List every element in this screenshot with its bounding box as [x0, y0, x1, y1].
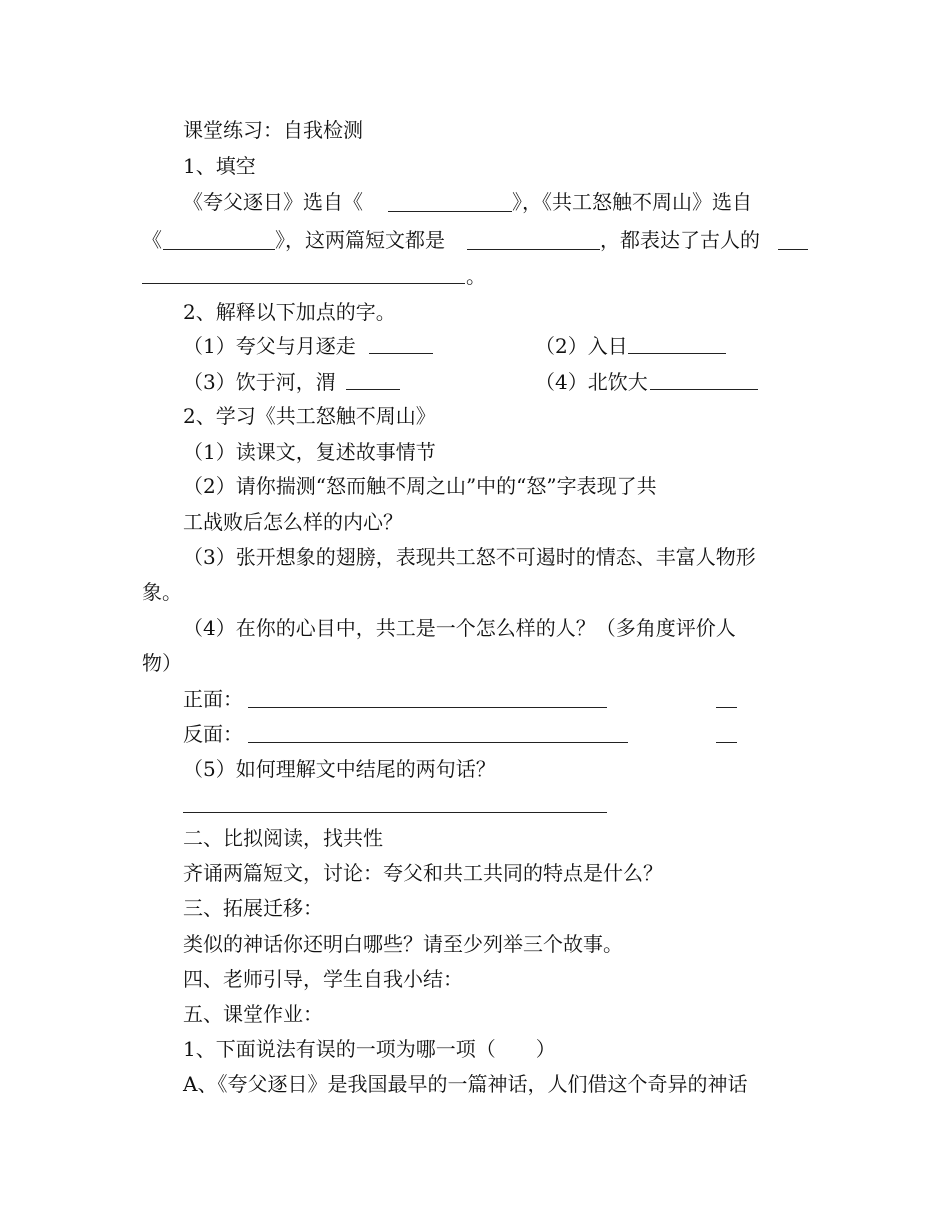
page-heading: 课堂练习：自我检测 [183, 118, 363, 142]
section-2-title: 二、比拟阅读，找共性 [183, 826, 383, 850]
q1-line3-end: 。 [466, 264, 486, 288]
q2-blank-1 [369, 353, 433, 354]
q1-line1-text-a: 《夸父逐日》选自《 [183, 190, 363, 214]
q1-line2-text-a: 《 [142, 228, 162, 252]
q3-item-5-answer-line [183, 812, 607, 813]
section-2-text: 齐诵两篇短文，讨论：夸父和共工共同的特点是什么？ [183, 861, 663, 885]
section-3-text: 类似的神话你还明白哪些？请至少列举三个故事。 [183, 932, 623, 956]
q2-blank-2 [628, 353, 726, 354]
negative-answer-line [248, 742, 628, 743]
q2-blank-4 [650, 389, 758, 390]
q2-item-4: （4）北饮大 [535, 370, 648, 394]
q1-blank-4b [142, 283, 465, 284]
q1-line2-text-c: ，都表达了古人的 [600, 228, 760, 252]
positive-label: 正面： [183, 687, 243, 711]
q3-item-3-line2: 象。 [142, 580, 182, 604]
q1-blank-3 [467, 249, 600, 250]
q3-item-2-line2: 工战败后怎么样的内心？ [183, 510, 403, 534]
q2-title: 2、解释以下加点的字。 [183, 300, 396, 324]
homework-option-a: A、《夸父逐日》是我国最早的一篇神话，人们借这个奇异的神话 [183, 1072, 748, 1096]
section-4-title: 四、老师引导，学生自我小结： [183, 967, 463, 991]
q1-line2-text-b: 》，这两篇短文都是 [275, 228, 445, 252]
q2-item-3: （3）饮于河，渭 [183, 370, 336, 394]
homework-question-1: 1、下面说法有误的一项为哪一项（ ） [183, 1037, 556, 1061]
q1-line1-text-b: 》，《共工怒触不周山》选自 [512, 190, 752, 214]
q3-item-4-line1: （4）在你的心目中，共工是一个怎么样的人？（多角度评价人 [183, 616, 736, 640]
q3-title: 2、学习《共工怒触不周山》 [183, 404, 436, 428]
q3-item-3-line1: （3）张开想象的翅膀，表现共工怒不可遏时的情态、丰富人物形 [183, 545, 756, 569]
positive-answer-line [248, 707, 607, 708]
positive-answer-line-end [716, 707, 737, 708]
q1-blank-1 [388, 211, 512, 212]
q3-item-4-line2: 物） [142, 651, 182, 675]
q3-item-5: （5）如何理解文中结尾的两句话？ [183, 757, 496, 781]
q2-item-2: （2）入日 [535, 334, 628, 358]
negative-answer-line-end [716, 742, 737, 743]
section-3-title: 三、拓展迁移： [183, 896, 323, 920]
q1-blank-4a [778, 249, 808, 250]
section-5-title: 五、课堂作业： [183, 1002, 323, 1026]
q1-blank-2 [163, 249, 275, 250]
q3-item-2-line1: （2）请你揣测“怒而触不周之山”中的“怒”字表现了共 [183, 474, 657, 498]
negative-label: 反面： [183, 722, 243, 746]
q2-item-1: （1）夸父与月逐走 [183, 334, 356, 358]
q1-title: 1、填空 [183, 154, 256, 178]
q2-blank-3 [346, 389, 400, 390]
q3-item-1: （1）读课文，复述故事情节 [183, 440, 436, 464]
